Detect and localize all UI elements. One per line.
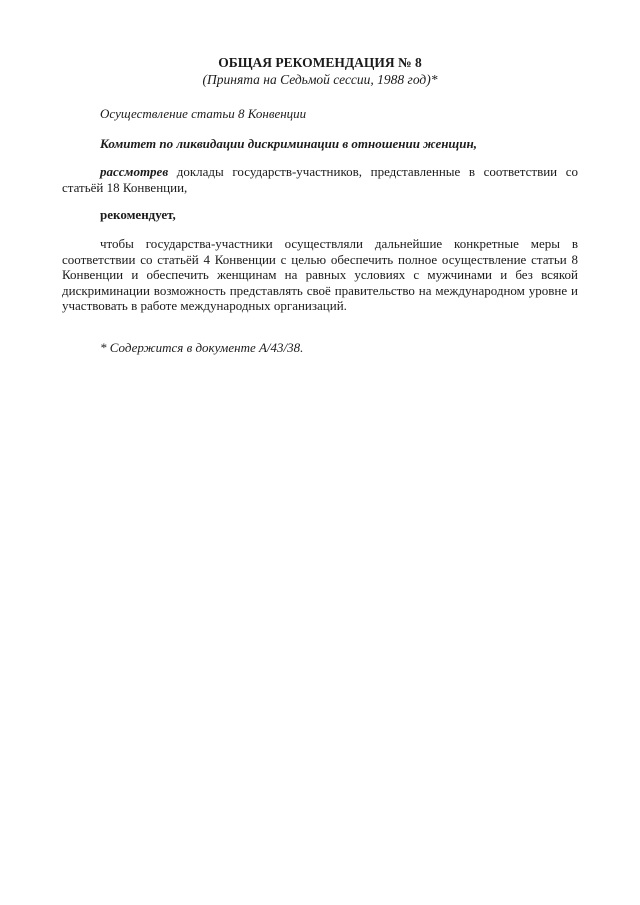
recommendation-paragraph: чтобы государства-участники осуществляли дальнейшие конкретные меры в соответствии со статьёй 4 Конвенции с целью обеспечить полное осуществление статьи 8 Конвенции и обеспечить женщинам на равных условиях с мужчинами и без всякой дискриминации возможность представлять своё правительство на международном уровне и участвовать в работе международных организаций. — [62, 235, 578, 314]
footnote: * Содержится в документе A/43/38. — [100, 339, 304, 355]
document-subtitle: (Принята на Седьмой сессии, 1988 год)* — [202, 72, 438, 87]
considered-paragraph-text: доклады государств-участников, представленные в соответствии со статьёй 18 Конвенции, — [62, 164, 578, 195]
subject-line: Осуществление статьи 8 Конвенции — [100, 106, 307, 121]
document-title: ОБЩАЯ РЕКОМЕНДАЦИЯ № 8 — [218, 55, 422, 70]
considered-lead-word: рассмотрев — [100, 164, 169, 180]
document-content — [0, 0, 640, 356]
committee-line: Комитет по ликвидации дискриминации в отношении женщин, — [100, 135, 477, 151]
recommends-label: рекомендует, — [100, 207, 176, 223]
considered-paragraph — [62, 164, 578, 195]
title-block — [62, 54, 578, 88]
